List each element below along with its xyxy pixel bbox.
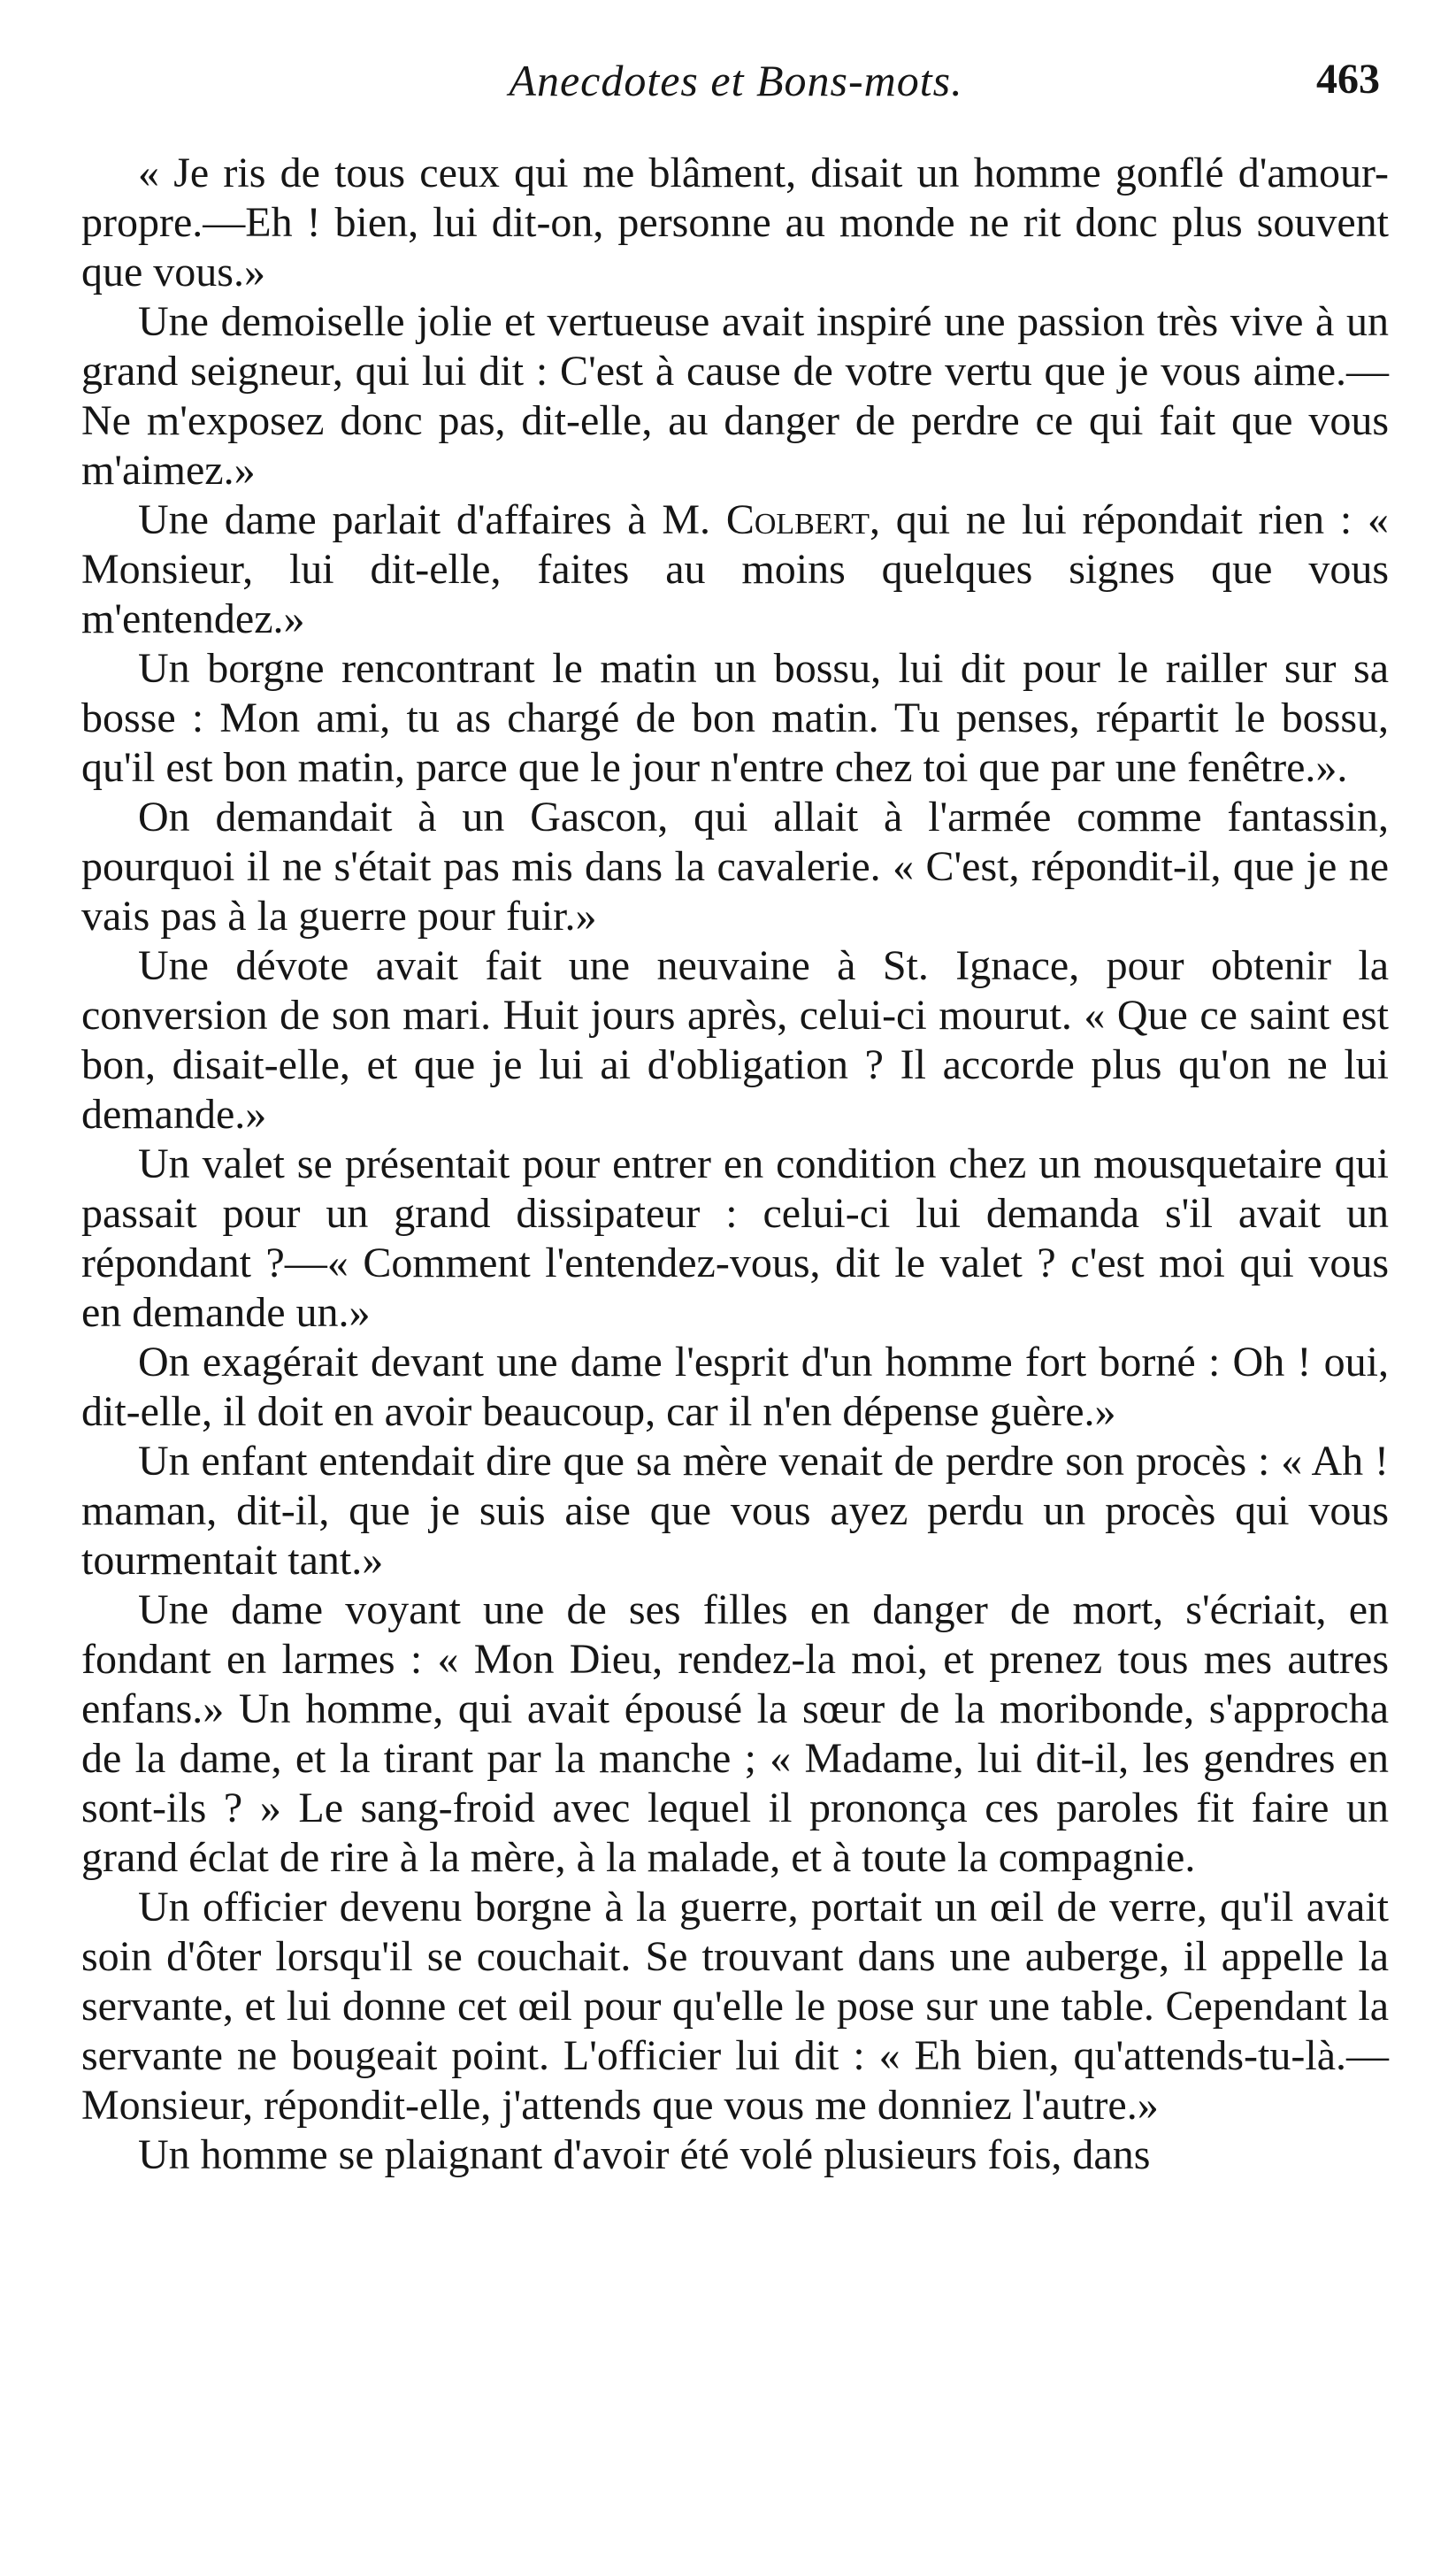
running-head [81, 55, 1391, 117]
paragraph-9: Un enfant entendait dire que sa mère venait de perdre son procès : « Ah ! maman, dit-il, que je suis aise que vous ayez perdu un procès qui vous tourmentait tant.» [81, 1438, 1389, 1584]
paragraph-10: Une dame voyant une de ses filles en danger de mort, s'écriait, en fondant en larmes : « Mon Dieu, rendez-la moi, et prenez tous mes autres enfans.» Un homme, qui avait épousé la sœur de la moribonde, s'approcha de la dame, et la tirant par la manche ; « Madame, lui dit-il, les gendres en sont-ils ? » Le sang-froid avec lequel il prononça ces paroles fit faire un grand éclat de rire à la mère, à la malade, et à toute la compagnie. [81, 1586, 1389, 1881]
paragraph-3-part-1: Une dame parlait d'affaires à M. [138, 496, 726, 543]
paragraph-11: Un officier devenu borgne à la guerre, portait un œil de verre, qu'il avait soin d'ôter lorsqu'il se couchait. Se trouvant dans une auberge, il appelle la servante, et lui donne cet œil pour qu'elle le pose sur une table. Cependant la servante ne bougeait point. L'officier lui dit : « Eh bien, qu'attends-tu-là.—Monsieur, répondit-elle, j'attends que vous me donniez l'autre.» [81, 1884, 1389, 2129]
paragraph-2: Une demoiselle jolie et vertueuse avait inspiré une passion très vive à un grand seigneur, qui lui dit : C'est à cause de votre vertu que je vous aime.—Ne m'exposez donc pas, dit-elle, au danger de perdre ce qui fait que vous m'aimez.» [81, 298, 1389, 494]
paragraph-1: « Je ris de tous ceux qui me blâment, disait un homme gonflé d'amour-propre.—Eh ! bien, lui dit-on, personne au monde ne rit donc plus souvent que vous.» [81, 150, 1389, 296]
page-number: 463 [1316, 56, 1380, 103]
paragraph-12: Un homme se plaignant d'avoir été volé plusieurs fois, dans [138, 2131, 1151, 2178]
paragraph-3-part-2: , qui ne lui répondait rien : « Monsieur, lui dit-elle, faites au moins quelques signes que vous m'entendez.» [81, 496, 1389, 642]
paragraph-8: On exagérait devant une dame l'esprit d'un homme fort borné : Oh ! oui, dit-elle, il doit en avoir beaucoup, car il n'en dépense guère.» [81, 1339, 1389, 1435]
paragraph-6: Une dévote avait fait une neuvaine à St. Ignace, pour obtenir la conversion de son mari. Huit jours après, celui-ci mourut. « Que ce saint est bon, disait-elle, et que je lui ai d'obligation ? Il accorde plus qu'on ne lui demande.» [81, 942, 1389, 1138]
paragraph-7: Un valet se présentait pour entrer en condition chez un mousquetaire qui passait pour un grand dissipateur : celui-ci lui demanda s'il avait un répondant ?—« Comment l'entendez-vous, dit le valet ? c'est moi qui vous en demande un.» [81, 1140, 1389, 1336]
paragraph-4: Un borgne rencontrant le matin un bossu, lui dit pour le railler sur sa bosse : Mon ami, tu as chargé de bon matin. Tu penses, répartit le bossu, qu'il est bon matin, parce que le jour n'entre chez toi que par une fenêtre.». [81, 645, 1389, 791]
name-colbert: Colbert [725, 496, 870, 543]
paragraph-3 [81, 495, 1389, 644]
text-body [81, 149, 1389, 2180]
running-title: Anecdotes et Bons-mots. [509, 56, 963, 105]
paragraph-5: On demandait à un Gascon, qui allait à l'armée comme fantassin, pourquoi il ne s'était pas mis dans la cavalerie. « C'est, répondit-il, que je ne vais pas à la guerre pour fuir.» [81, 794, 1389, 940]
